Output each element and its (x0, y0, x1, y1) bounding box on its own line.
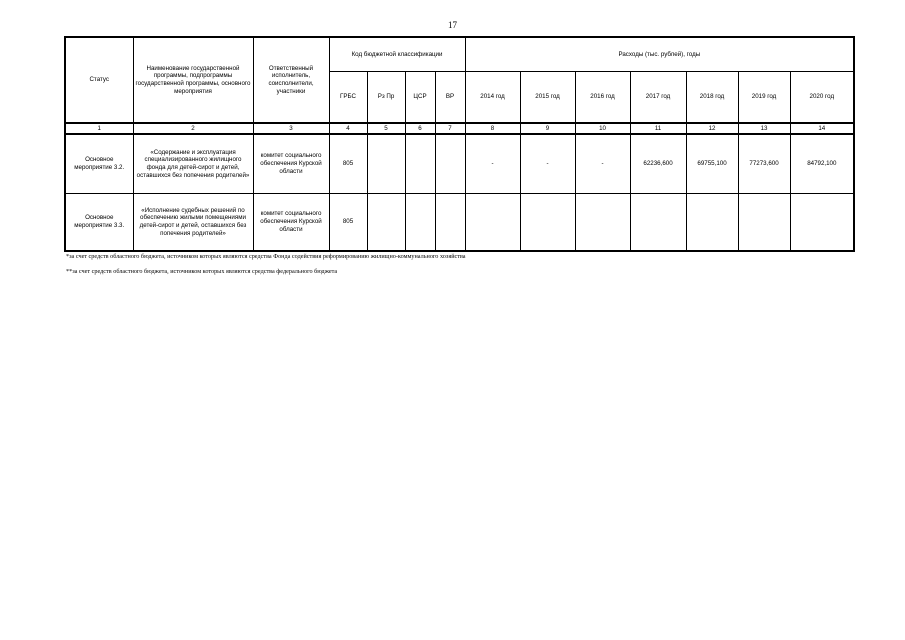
table-row (65, 194, 854, 252)
row-value-2018: 69755,100 (686, 134, 738, 194)
row-name: «Исполнение судебных решений по обеспечению жилыми помещениями детей-сирот и детей, оставшихся без попечения родителей» (133, 194, 253, 252)
header-year-2016: 2016 год (575, 72, 630, 124)
header-executor: Ответственный исполнитель, соисполнители, участники (253, 37, 329, 123)
row-value-2017: 62236,600 (630, 134, 686, 194)
row-value-2014 (465, 194, 520, 252)
row-grbs: 805 (329, 194, 367, 252)
row-value-2018 (686, 194, 738, 252)
header-vr: ВР (435, 72, 465, 124)
row-executor: комитет социального обеспечения Курской области (253, 194, 329, 252)
row-csr (405, 194, 435, 252)
header-year-2014: 2014 год (465, 72, 520, 124)
row-value-2015: - (520, 134, 575, 194)
column-number: 8 (465, 123, 520, 134)
column-number: 3 (253, 123, 329, 134)
header-name: Наименование государственной программы, подпрограммы государственной программы, основного мероприятия (133, 37, 253, 123)
header-status: Статус (65, 37, 133, 123)
row-grbs: 805 (329, 134, 367, 194)
row-value-2019: 77273,600 (738, 134, 790, 194)
row-value-2019 (738, 194, 790, 252)
column-number: 5 (367, 123, 405, 134)
column-number: 2 (133, 123, 253, 134)
row-value-2014: - (465, 134, 520, 194)
column-number: 13 (738, 123, 790, 134)
column-number: 12 (686, 123, 738, 134)
row-vr (435, 194, 465, 252)
header-grbs: ГРБС (329, 72, 367, 124)
row-csr (405, 134, 435, 194)
column-number: 7 (435, 123, 465, 134)
header-year-2017: 2017 год (630, 72, 686, 124)
row-rzpr (367, 134, 405, 194)
row-value-2020: 84792,100 (790, 134, 854, 194)
row-value-2016: - (575, 134, 630, 194)
column-number: 4 (329, 123, 367, 134)
header-csr: ЦСР (405, 72, 435, 124)
row-executor: комитет социального обеспечения Курской области (253, 134, 329, 194)
header-year-2018: 2018 год (686, 72, 738, 124)
footnote-2: **за счет средств областного бюджета, источником которых являются средства федерального бюджета (66, 268, 338, 275)
header-rzpr: Рз Пр (367, 72, 405, 124)
footnote-1: *за счет средств областного бюджета, источником которых являются средства Фонда содействия реформированию жилищно-коммунального хозяйства (66, 253, 466, 260)
page-number: 17 (448, 20, 457, 30)
column-number-row (65, 123, 854, 134)
footnotes (66, 253, 856, 283)
header-year-2019: 2019 год (738, 72, 790, 124)
row-status: Основное мероприятие 3.2. (65, 134, 133, 194)
column-number: 1 (65, 123, 133, 134)
header-expenses: Расходы (тыс. рублей), годы (465, 37, 854, 72)
table-row (65, 134, 854, 194)
row-value-2015 (520, 194, 575, 252)
row-vr (435, 134, 465, 194)
header-budget-code: Код бюджетной классификации (329, 37, 465, 72)
row-rzpr (367, 194, 405, 252)
column-number: 10 (575, 123, 630, 134)
budget-table (64, 36, 855, 252)
header-year-2020: 2020 год (790, 72, 854, 124)
row-status: Основное мероприятие 3.3. (65, 194, 133, 252)
header-row-top (65, 37, 854, 72)
row-name: «Содержание и эксплуатация специализированного жилищного фонда для детей-сирот и детей, оставшихся без попечения родителей» (133, 134, 253, 194)
column-number: 11 (630, 123, 686, 134)
column-number: 14 (790, 123, 854, 134)
row-value-2017 (630, 194, 686, 252)
column-number: 6 (405, 123, 435, 134)
row-value-2020 (790, 194, 854, 252)
column-number: 9 (520, 123, 575, 134)
header-year-2015: 2015 год (520, 72, 575, 124)
row-value-2016 (575, 194, 630, 252)
